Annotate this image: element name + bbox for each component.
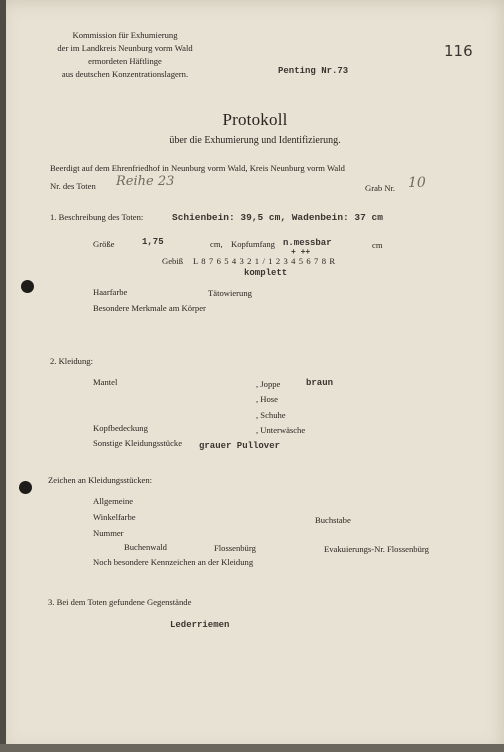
org-line: der im Landkreis Neunburg vorm Wald: [57, 43, 193, 53]
org-line: aus deutschen Konzentrationslagern.: [61, 69, 189, 79]
trousers-label: , Hose: [256, 394, 278, 404]
page-title: Protokoll: [222, 110, 288, 129]
section-1-label: 1. Beschreibung des Toten:: [50, 212, 144, 222]
letter-label: Buchstabe: [315, 515, 351, 525]
page-number: 116: [444, 42, 473, 60]
teeth-label: Gebiß: [162, 256, 184, 266]
cm-unit: cm,: [210, 239, 223, 249]
special-marks-label: Noch besondere Kennzeichen an der Kleidung: [93, 557, 254, 567]
page-subtitle: über die Exhumierung und Identifizierung.: [169, 135, 341, 146]
head-circumference-value: n.messbar: [283, 238, 332, 248]
other-clothing-value: grauer Pullover: [199, 441, 281, 451]
teeth-chart: L 8 7 6 5 4 3 2 1 / 1 2 3 4 5 6 7 8 R: [193, 256, 336, 266]
typed-reference: Penting Nr.73: [278, 66, 349, 76]
scan-edge: [0, 0, 6, 752]
bone-measurements: Schienbein: 39,5 cm, Wadenbein: 37 cm: [172, 212, 383, 223]
coat-label: Mantel: [93, 377, 118, 387]
found-items-value: Lederriemen: [170, 620, 230, 630]
hair-label: Haarfarbe: [93, 287, 128, 297]
jacket-value: braun: [306, 378, 334, 388]
shoes-label: , Schuhe: [256, 410, 286, 420]
org-line: ermordeten Häftlinge: [88, 56, 162, 66]
clothing-marks-label: Zeichen an Kleidungsstücken:: [48, 475, 153, 485]
underwear-label: , Unterwäsche: [256, 425, 306, 435]
cm-unit: cm: [372, 240, 383, 250]
teeth-marks: + ++: [291, 248, 311, 257]
org-line: Kommission für Exhumierung: [72, 30, 178, 40]
general-label: Allgemeine: [93, 496, 134, 506]
grave-number-label: Grab Nr.: [365, 183, 396, 193]
jacket-label: , Joppe: [256, 379, 281, 389]
flossenburg-label: Flossenbürg: [214, 543, 256, 553]
punch-hole: [21, 280, 34, 293]
scan-edge-bottom: [0, 744, 504, 752]
section-2-label: 2. Kleidung:: [50, 356, 93, 366]
other-clothing-label: Sonstige Kleidungsstücke: [93, 438, 183, 448]
size-value: 1,75: [142, 237, 164, 247]
burial-line: Beerdigt auf dem Ehrenfriedhof in Neunburg vorm Wald, Kreis Neunburg vorm Wald: [50, 163, 345, 173]
dead-number-value: Reihe 23: [116, 174, 175, 189]
angle-color-label: Winkelfarbe: [93, 512, 136, 522]
dead-number-label: Nr. des Toten: [50, 181, 96, 191]
marks-label: Besondere Merkmale am Körper: [93, 303, 206, 313]
tattoo-label: Tätowierung: [208, 288, 252, 298]
evacuation-number-label: Evakuierungs-Nr. Flossenbürg: [324, 544, 429, 554]
number-label: Nummer: [93, 528, 124, 538]
size-label: Größe: [93, 239, 115, 249]
section-3-label: 3. Bei dem Toten gefundene Gegenstände: [48, 597, 192, 607]
buchenwald-label: Buchenwald: [124, 542, 167, 552]
teeth-value: komplett: [244, 268, 288, 278]
head-circumference-label: Kopfumfang: [231, 239, 275, 249]
grave-number-value: 10: [408, 175, 426, 191]
punch-hole: [19, 481, 32, 494]
headwear-label: Kopfbedeckung: [93, 423, 148, 433]
